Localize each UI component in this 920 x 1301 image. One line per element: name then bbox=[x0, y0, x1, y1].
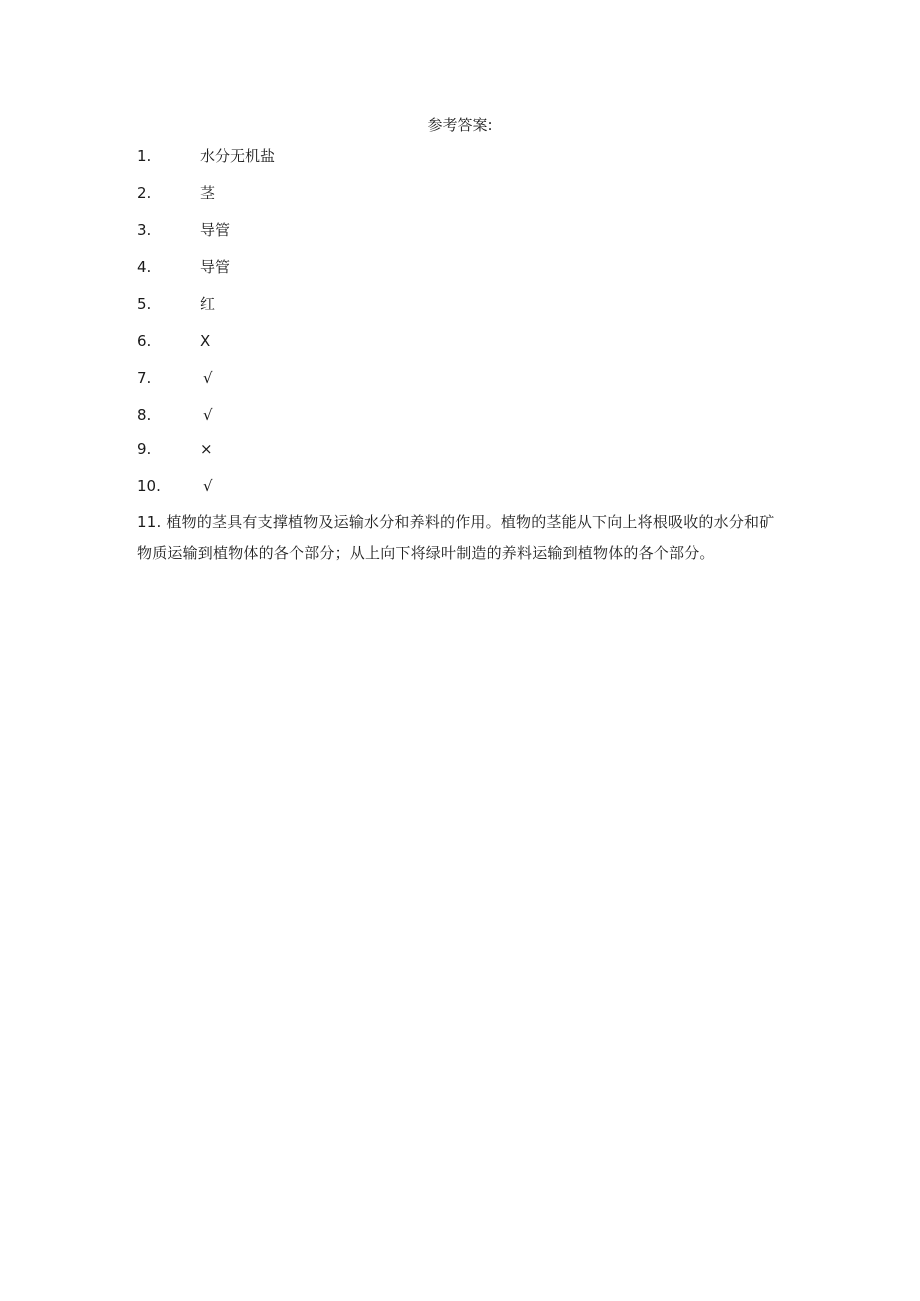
answer-number: 10. bbox=[137, 477, 161, 495]
answer-number: 9. bbox=[137, 440, 152, 458]
answer-number: 6. bbox=[137, 332, 152, 350]
answer-value: 红 bbox=[200, 295, 216, 313]
answer-number: 2. bbox=[137, 184, 152, 202]
answer-item-9 bbox=[137, 436, 797, 473]
answer-value: √ bbox=[203, 477, 213, 495]
answer-number: 7. bbox=[137, 369, 152, 387]
answer-number: 1. bbox=[137, 147, 152, 165]
answer-value: √ bbox=[203, 369, 213, 387]
answer-item-1 bbox=[137, 143, 797, 180]
answer-value: √ bbox=[203, 406, 213, 424]
answer-list bbox=[137, 143, 797, 510]
answer-item-7 bbox=[137, 365, 797, 402]
answer-value: 导管 bbox=[200, 258, 231, 276]
answer-item-4 bbox=[137, 254, 797, 291]
answer-value: X bbox=[200, 332, 211, 350]
answer-paragraph-11: 11. 植物的茎具有支撑植物及运输水分和养料的作用。植物的茎能从下向上将根吸收的水分和矿物质运输到植物体的各个部分；从上向下将绿叶制造的养料运输到植物体的各个部分。 bbox=[137, 513, 775, 562]
answer-item-5 bbox=[137, 291, 797, 328]
answer-item-2 bbox=[137, 180, 797, 217]
answer-item-3 bbox=[137, 217, 797, 254]
answer-item-10 bbox=[137, 473, 797, 510]
answer-value: × bbox=[200, 440, 213, 458]
page-title: 参考答案: bbox=[427, 116, 493, 134]
answer-value: 茎 bbox=[200, 184, 216, 202]
answer-number: 8. bbox=[137, 406, 152, 424]
answer-number: 5. bbox=[137, 295, 152, 313]
answer-item-6 bbox=[137, 328, 797, 365]
answer-item-8 bbox=[137, 402, 797, 436]
answer-value: 导管 bbox=[200, 221, 231, 239]
answer-value: 水分无机盐 bbox=[200, 147, 276, 165]
answer-number: 3. bbox=[137, 221, 152, 239]
answer-number: 4. bbox=[137, 258, 152, 276]
